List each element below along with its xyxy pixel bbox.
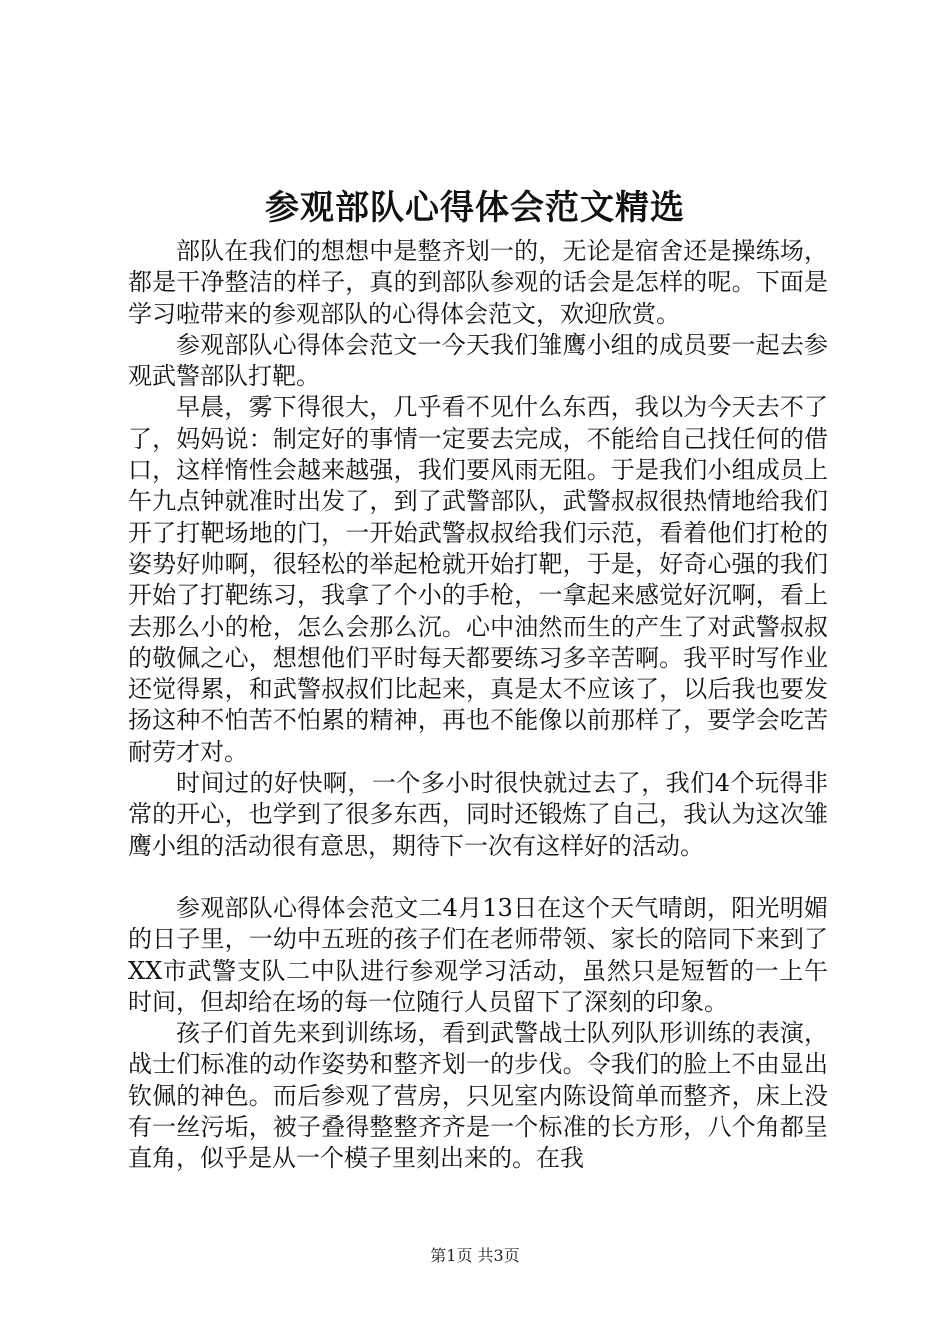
paragraph-intro: 部队在我们的想想中是整齐划一的，无论是宿舍还是操练场，都是干净整洁的样子，真的到部队参观的话会是怎样的呢。下面是学习啦带来的参观部队的心得体会范文，欢迎欣赏。	[128, 237, 828, 328]
paragraph-training-ground: 孩子们首先来到训练场，看到武警战士队列队形训练的表演，战士们标准的动作姿势和整齐划一的步伐。令我们的脸上不由显出钦佩的神色。而后参观了营房，只见室内陈设简单而整齐，床上没有一丝污垢，被子叠得整整齐齐是一个标准的长方形，八个角都呈直角，似乎是从一个模子里刻出来的。在我	[128, 1019, 828, 1173]
page-footer: 第1页 共3页	[430, 1246, 520, 1265]
document-body	[128, 236, 828, 1175]
document-title: 参观部队心得体会范文精选	[265, 188, 685, 228]
paragraph-time-flies: 时间过的好快啊，一个多小时很快就过去了，我们4个玩得非常的开心，也学到了很多东西，同时还锻炼了自己，我认为这次雏鹰小组的活动很有意思，期待下一次有这样好的活动。	[128, 769, 828, 860]
paragraph-essay-two-opening: 参观部队心得体会范文二4月13日在这个天气晴朗，阳光明媚的日子里，一幼中五班的孩子们在老师带领、家长的陪同下来到了XX市武警支队二中队进行参观学习活动，虽然只是短暂的一上午时间，但却给在场的每一位随行人员留下了深刻的印象。	[128, 893, 828, 1016]
paragraph-essay-one-opening: 参观部队心得体会范文一今天我们雏鹰小组的成员要一起去参观武警部队打靶。	[128, 330, 828, 391]
paragraph-morning: 早晨，雾下得很大，几乎看不见什么东西，我以为今天去不了了，妈妈说：制定好的事情一定要去完成，不能给自己找任何的借口，这样惰性会越来越强，我们要风雨无阻。于是我们小组成员上午九点钟就准时出发了，到了武警部队，武警叔叔很热情地给我们开了打靶场地的门，一开始武警叔叔给我们示范，看着他们打枪的姿势好帅啊，很轻松的举起枪就开始打靶，于是，好奇心强的我们开始了打靶练习，我拿了个小的手枪，一拿起来感觉好沉啊，看上去那么小的枪，怎么会那么沉。心中油然而生的产生了对武警叔叔的敬佩之心，想想他们平时每天都要练习多辛苦啊。我平时写作业还觉得累，和武警叔叔们比起来，真是太不应该了，以后我也要发扬这种不怕苦不怕累的精神，再也不能像以前那样了，要学会吃苦耐劳才对。	[128, 393, 828, 766]
